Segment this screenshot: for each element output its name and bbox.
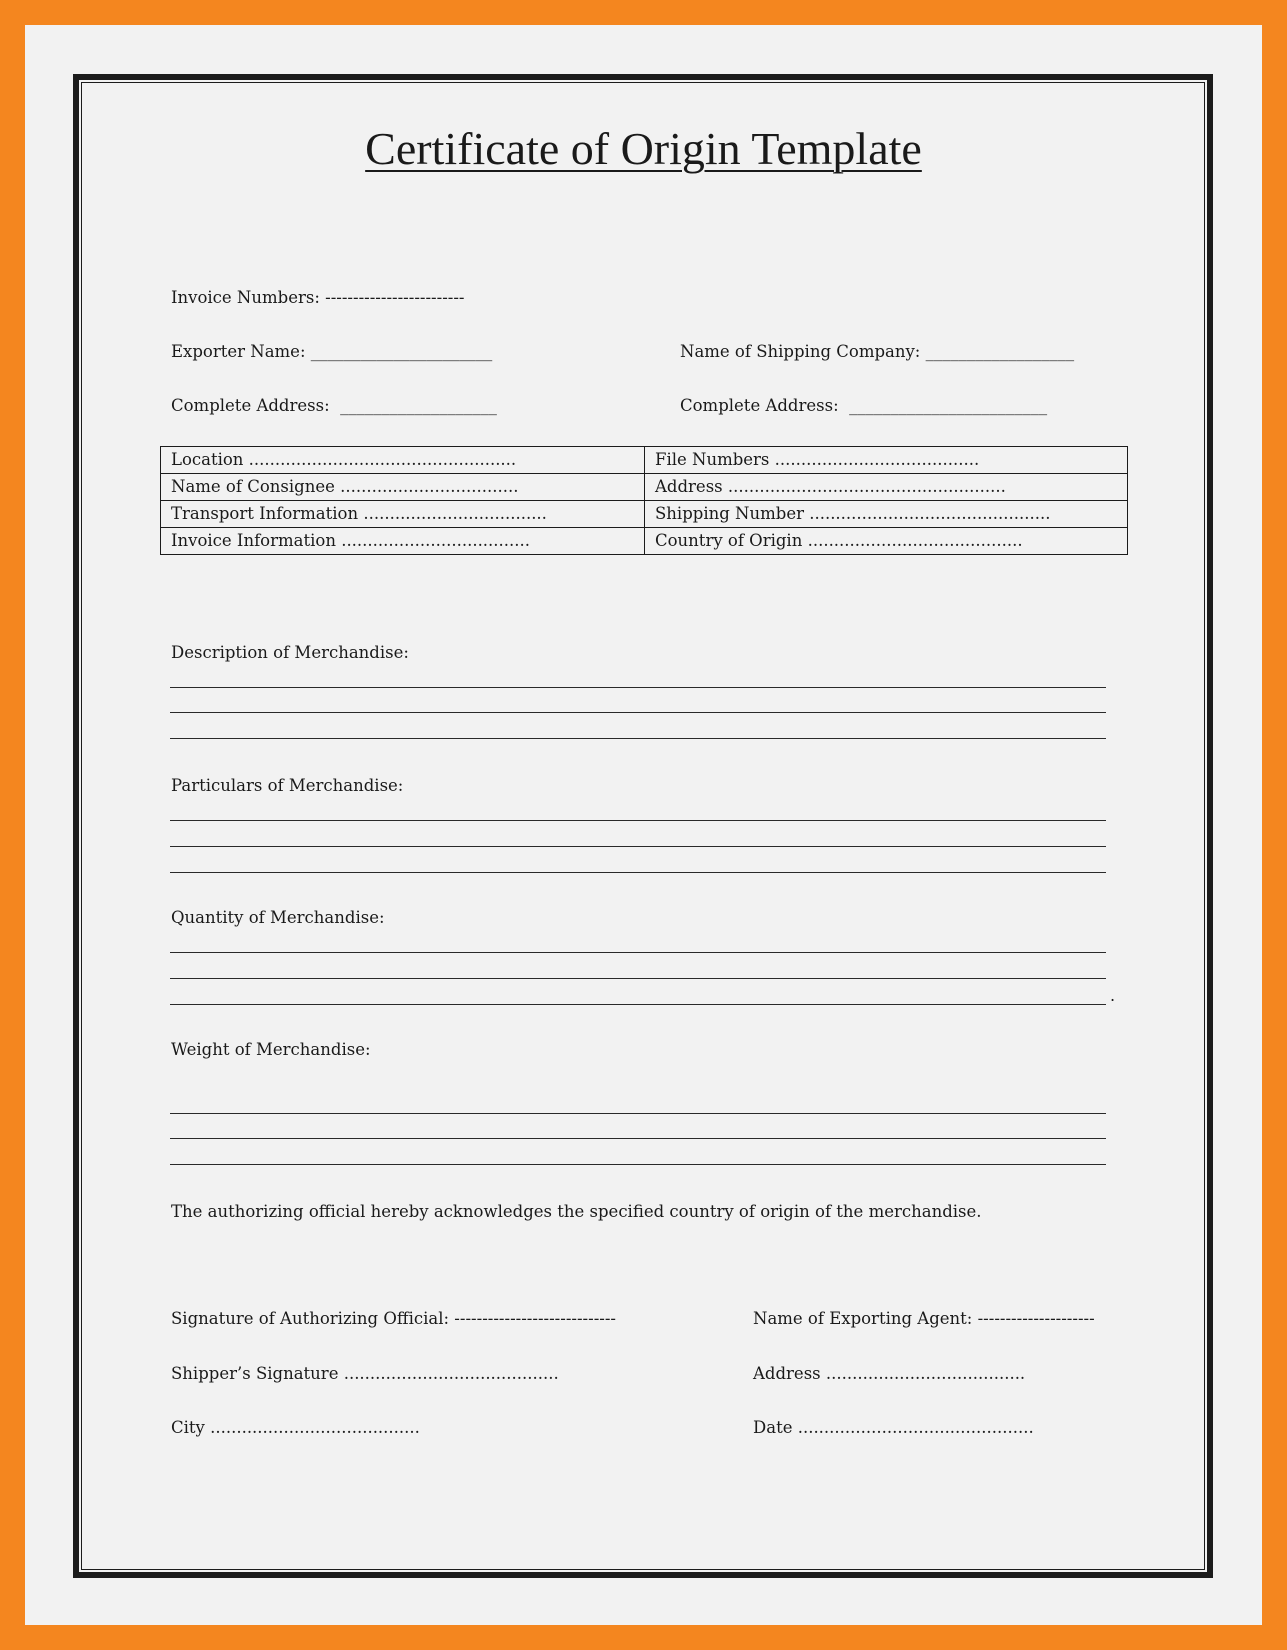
- particulars-line: [170, 820, 1106, 821]
- table-cell-transport: Transport Information ...................................: [161, 501, 645, 528]
- weight-label: Weight of Merchandise:: [171, 1040, 371, 1059]
- exporting-agent-field: Name of Exporting Agent: ---------------------: [753, 1309, 1095, 1328]
- table-row: [161, 501, 1128, 528]
- quantity-trailing-mark: .: [1110, 986, 1116, 1005]
- quantity-label: Quantity of Merchandise:: [171, 908, 385, 927]
- quantity-line: [170, 952, 1106, 953]
- date-field: Date .............................................: [753, 1418, 1034, 1437]
- exporter-address-field: Complete Address: ___________________: [171, 396, 497, 415]
- exporter-name-field: Exporter Name: ______________________: [171, 342, 493, 361]
- city-field: City ........................................: [171, 1418, 420, 1437]
- table-cell-country-origin: Country of Origin .........................................: [645, 528, 1128, 555]
- table-cell-consignee: Name of Consignee ..................................: [161, 474, 645, 501]
- table-cell-file-numbers: File Numbers .......................................: [645, 447, 1128, 474]
- description-line: [170, 687, 1106, 688]
- shipment-info-table: [160, 446, 1128, 555]
- quantity-line: [170, 978, 1106, 979]
- document-title: Certificate of Origin Template: [365, 123, 922, 174]
- weight-line: [170, 1113, 1106, 1114]
- particulars-line: [170, 846, 1106, 847]
- description-line: [170, 712, 1106, 713]
- acknowledgement-text: The authorizing official hereby acknowledges the specified country of origin of the merchandise.: [171, 1202, 982, 1221]
- description-line: [170, 738, 1106, 739]
- table-cell-location: Location ...................................................: [161, 447, 645, 474]
- table-cell-invoice-info: Invoice Information ....................................: [161, 528, 645, 555]
- table-cell-address: Address .....................................................: [645, 474, 1128, 501]
- shipper-signature-field: Shipper’s Signature .........................................: [171, 1364, 559, 1383]
- table-cell-shipping-number: Shipping Number ..............................................: [645, 501, 1128, 528]
- official-signature-field: Signature of Authorizing Official: -----------------------------: [171, 1309, 616, 1328]
- table-row: [161, 447, 1128, 474]
- table-row: [161, 528, 1128, 555]
- particulars-line: [170, 872, 1106, 873]
- agent-address-field: Address ......................................: [753, 1364, 1026, 1383]
- quantity-line: [170, 1004, 1106, 1005]
- particulars-label: Particulars of Merchandise:: [171, 776, 404, 795]
- invoice-numbers-field: Invoice Numbers: -------------------------: [171, 288, 465, 307]
- shipping-address-field: Complete Address: ________________________: [680, 396, 1048, 415]
- weight-line: [170, 1138, 1106, 1139]
- table-row: [161, 474, 1128, 501]
- shipping-company-field: Name of Shipping Company: __________________: [680, 342, 1075, 361]
- description-label: Description of Merchandise:: [171, 643, 409, 662]
- weight-line: [170, 1164, 1106, 1165]
